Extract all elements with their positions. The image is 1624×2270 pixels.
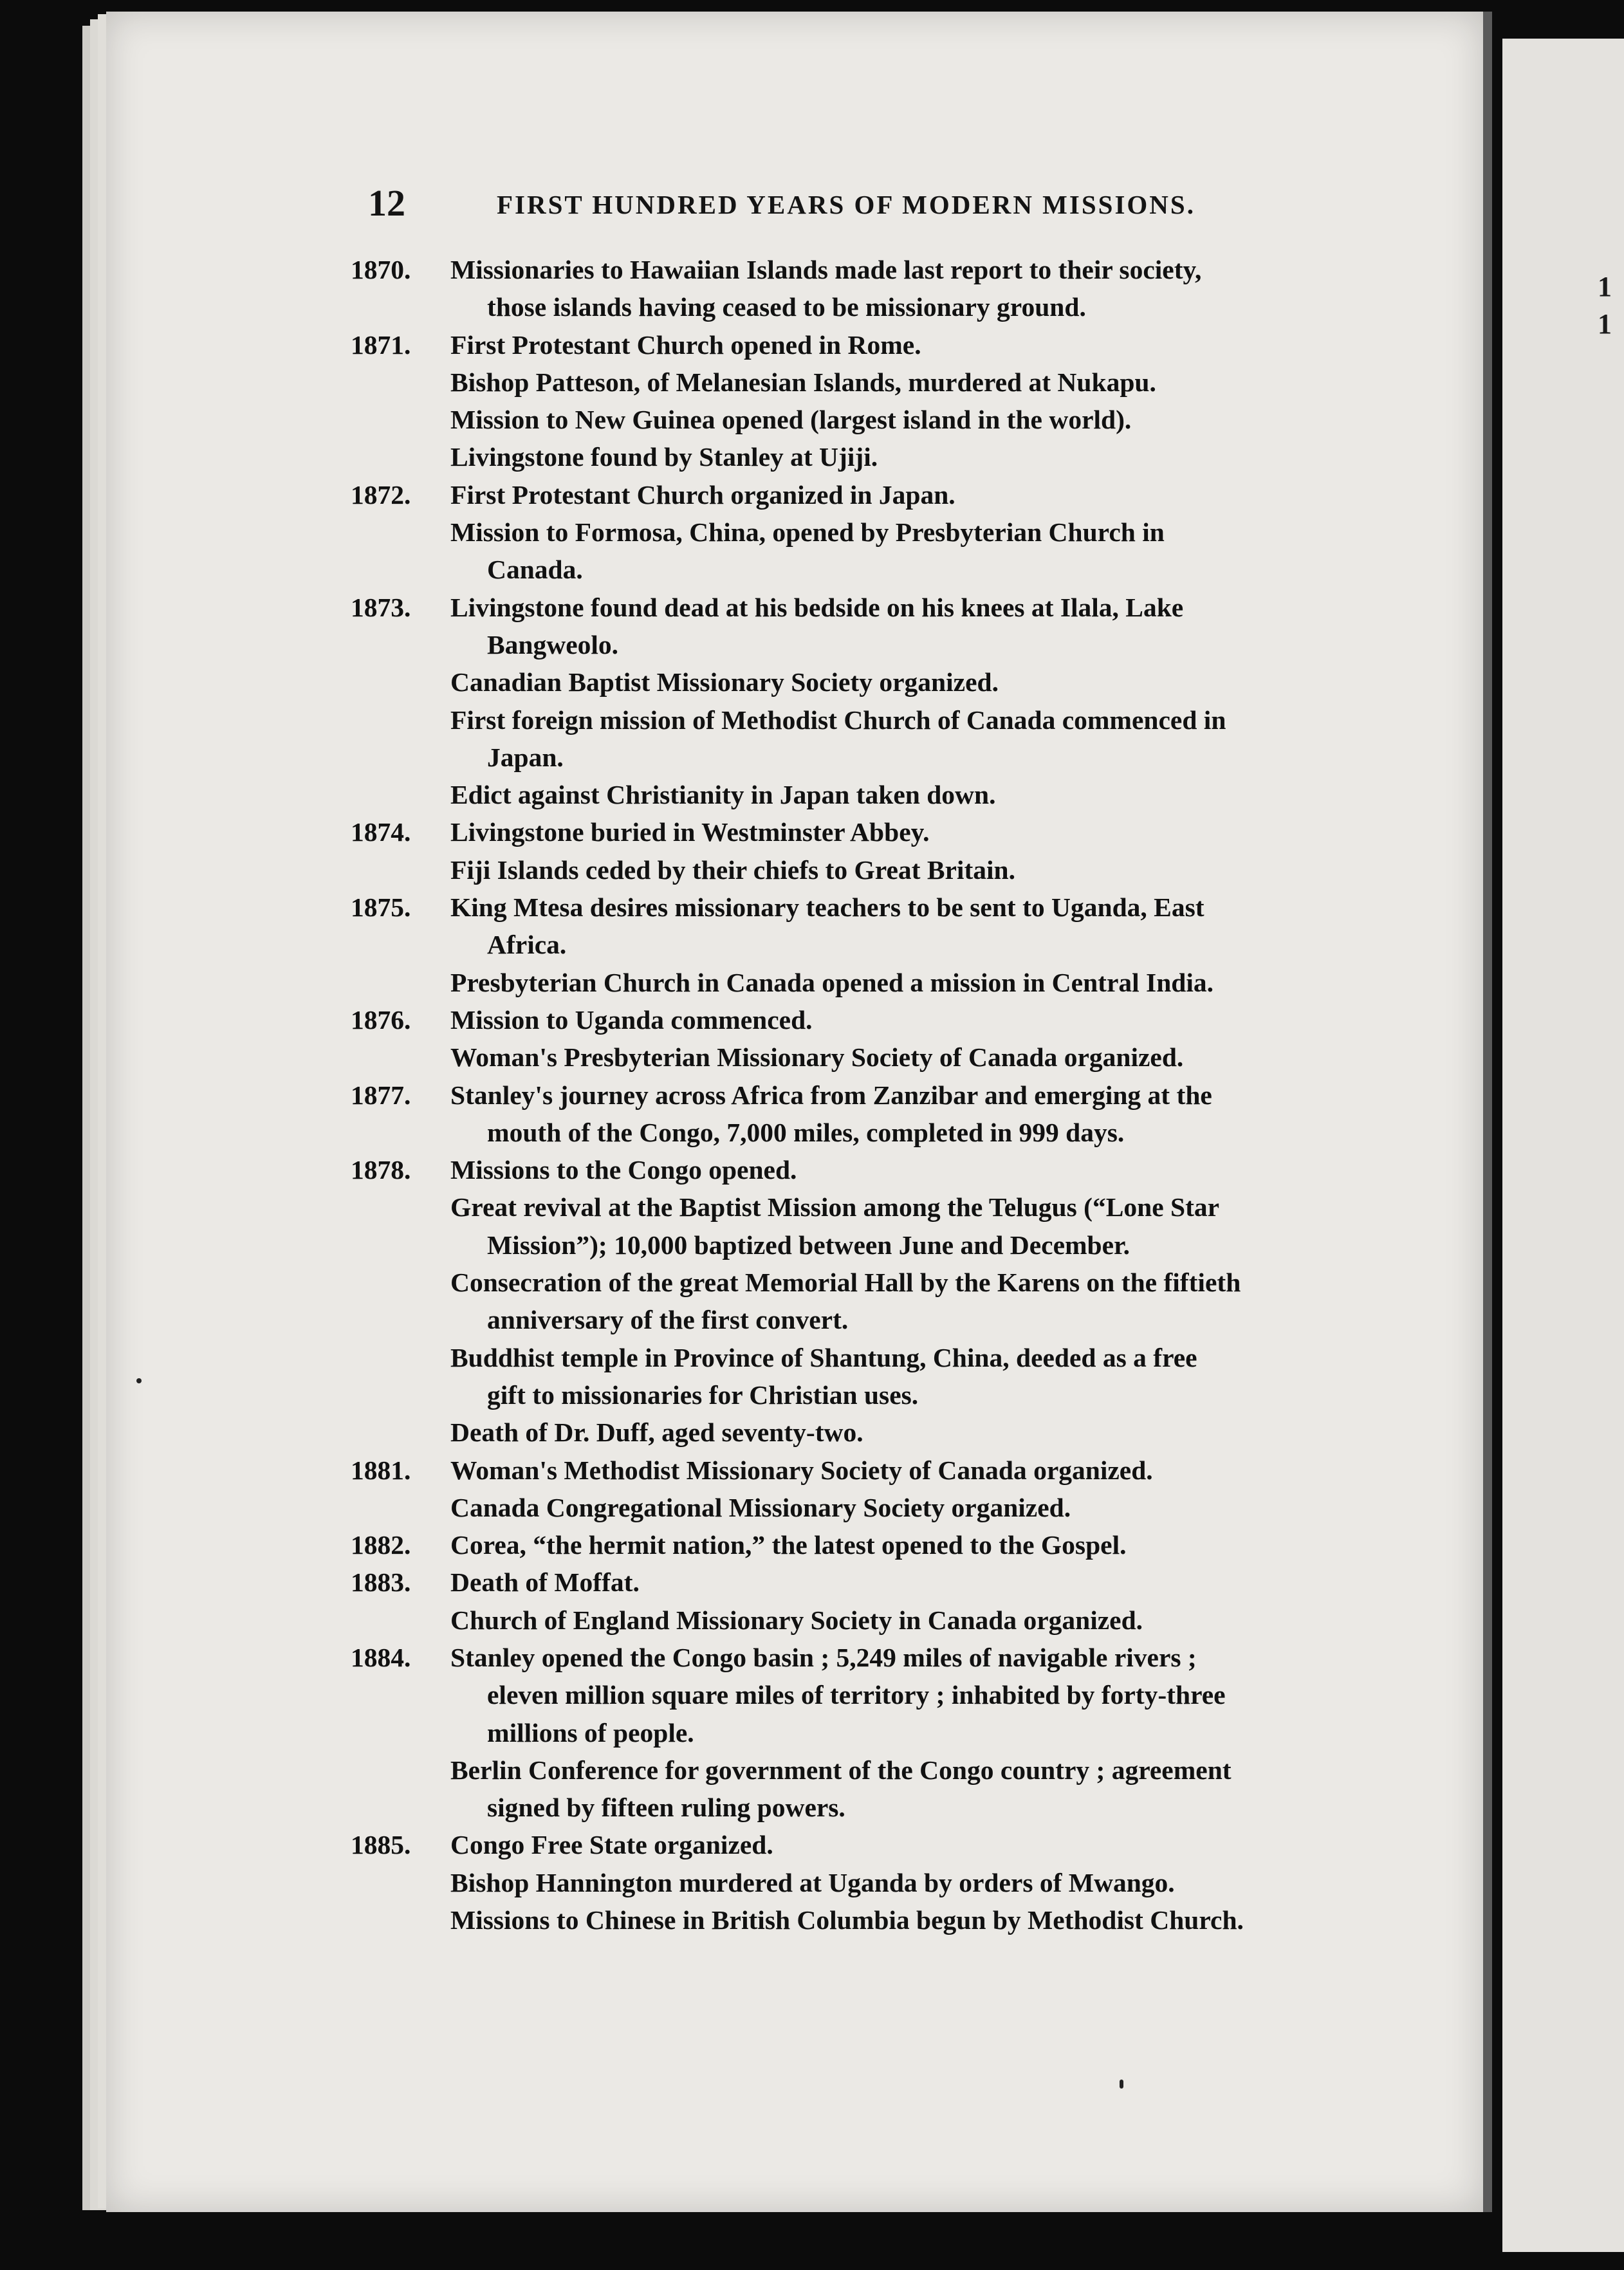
entry-line: Canadian Baptist Missionary Society organized. [450,667,999,697]
entry-text [450,1076,1380,1152]
entry-text [450,1864,1380,1901]
chronology-entry [351,1639,1380,1751]
entry-year: 1870. [351,255,411,284]
next-page-fragment: 1 [1598,271,1612,302]
next-page-fragment: 1 [1598,308,1612,340]
entry-line: Africa. [487,930,567,960]
entry-line: Livingstone found by Stanley at Ujiji. [450,442,878,472]
entry-line: Berlin Conference for government of the Congo country ; agreement [450,1755,1232,1785]
entry-text [450,1489,1380,1526]
entry-line: Stanley opened the Congo basin ; 5,249 miles of navigable rivers ; [450,1642,1197,1672]
ink-speck [1120,2080,1123,2089]
chronology-entry [351,663,1380,701]
entry-line: Canada. [487,555,583,585]
entry-year: 1872. [351,479,411,510]
entry-text [450,589,1380,664]
chronology-entry [351,476,1380,513]
entry-text [450,476,1380,513]
entry-line: Mission to Formosa, China, opened by Presbyterian Church in [450,517,1165,548]
entry-text [450,438,1380,475]
entry-line: millions of people. [487,1717,694,1748]
chronology-entry [351,1826,1380,1863]
entry-line: Woman's Presbyterian Missionary Society of Canada organized. [450,1042,1184,1073]
chronology-entry [351,776,1380,813]
chronology-list [351,251,1380,1939]
entry-line: Livingstone buried in Westminster Abbey. [450,817,930,847]
entry-text [450,889,1380,964]
chronology-entry [351,1864,1380,1901]
entry-line: Bishop Patteson, of Melanesian Islands, murdered at Nukapu. [450,367,1156,397]
entry-line: First Protestant Church organized in Japan. [450,479,955,510]
entry-text [450,1601,1380,1639]
entry-text [450,813,1380,851]
chronology-entry [351,964,1380,1001]
entry-line: anniversary of the first convert. [487,1305,849,1335]
chronology-entry [351,251,1380,326]
entry-text [450,1526,1380,1564]
entry-line: those islands having ceased to be missionary ground. [487,292,1086,322]
chronology-entry [351,401,1380,438]
entry-line: First foreign mission of Methodist Church of Canada commenced in [450,705,1226,735]
entry-line: Great revival at the Baptist Mission among the Telugus (“Lone Star [450,1192,1220,1223]
chronology-entry [351,1151,1380,1188]
entry-year: 1874. [351,817,411,847]
entry-line: signed by fifteen ruling powers. [487,1793,845,1823]
chronology-entry [351,889,1380,964]
chronology-entry [351,1414,1380,1451]
entry-line: Livingstone found dead at his bedside on his knees at Ilala, Lake [450,592,1184,622]
entry-text [450,1564,1380,1601]
entry-line: Missions to Chinese in British Columbia begun by Methodist Church. [450,1905,1244,1935]
chronology-entry [351,851,1380,889]
entry-line: Missions to the Congo opened. [450,1155,797,1185]
entry-text [450,1452,1380,1489]
entry-text [450,964,1380,1001]
entry-text [450,663,1380,701]
entry-text [450,776,1380,813]
entry-year: 1871. [351,329,411,360]
entry-line: Bangweolo. [487,629,619,660]
entry-line: Mission”); 10,000 baptized between June and December. [487,1230,1130,1260]
entry-year: 1876. [351,1004,411,1035]
entry-text [450,1264,1380,1339]
entry-text [450,401,1380,438]
entry-text [450,1639,1380,1751]
entry-line: Canada Congregational Missionary Society organized. [450,1492,1071,1522]
entry-line: King Mtesa desires missionary teachers to be sent to Uganda, East [450,892,1204,923]
entry-year: 1883. [351,1567,411,1598]
entry-text [450,1901,1380,1939]
entry-year: 1882. [351,1530,411,1560]
entry-line: Buddhist temple in Province of Shantung, China, deeded as a free [450,1342,1197,1372]
entry-line: First Protestant Church opened in Rome. [450,329,921,360]
entry-line: Death of Moffat. [450,1567,640,1598]
running-header [368,182,1243,225]
entry-line: Congo Free State organized. [450,1830,773,1860]
entry-line: eleven million square miles of territory ; inhabited by forty-three [487,1680,1226,1710]
entry-year: 1875. [351,892,411,923]
entry-line: Church of England Missionary Society in Canada organized. [450,1605,1143,1635]
entry-line: Woman's Methodist Missionary Society of Canada organized. [450,1455,1153,1485]
entry-line: Consecration of the great Memorial Hall by the Karens on the fiftieth [450,1268,1241,1298]
entry-line: Edict against Christianity in Japan taken down. [450,780,996,810]
chronology-entry [351,1264,1380,1339]
entry-text [450,251,1380,326]
entry-text [450,364,1380,401]
entry-text [450,326,1380,364]
chronology-entry [351,1188,1380,1264]
entry-text [450,701,1380,777]
chronology-entry [351,1001,1380,1038]
chronology-entry [351,1601,1380,1639]
entry-line: Presbyterian Church in Canada opened a mission in Central India. [450,967,1214,997]
chronology-entry [351,326,1380,364]
entry-year: 1884. [351,1642,411,1672]
entry-text [450,1826,1380,1863]
entry-year: 1881. [351,1455,411,1485]
running-title: FIRST HUNDRED YEARS OF MODERN MISSIONS. [497,190,1195,219]
next-page-sliver [1502,39,1624,2252]
entry-line: Japan. [487,742,564,772]
chronology-entry [351,1038,1380,1076]
entry-line: Stanley's journey across Africa from Zanzibar and emerging at the [450,1080,1212,1110]
entry-text [450,1339,1380,1414]
entry-line: Bishop Hannington murdered at Uganda by orders of Mwango. [450,1867,1175,1897]
page-number: 12 [368,182,405,224]
entry-text [450,1414,1380,1451]
chronology-entry [351,1564,1380,1601]
entry-text [450,851,1380,889]
chronology-entry [351,813,1380,851]
entry-line: gift to missionaries for Christian uses. [487,1380,919,1410]
entry-text [450,1038,1380,1076]
chronology-entry [351,1076,1380,1152]
chronology-entry [351,701,1380,777]
chronology-entry [351,1526,1380,1564]
chronology-entry [351,1901,1380,1939]
entry-line: Fiji Islands ceded by their chiefs to Great Britain. [450,854,1016,885]
chronology-entry [351,513,1380,589]
chronology-entry [351,1489,1380,1526]
entry-line: Mission to Uganda commenced. [450,1004,813,1035]
entry-line: Death of Dr. Duff, aged seventy-two. [450,1417,863,1448]
entry-year: 1885. [351,1830,411,1860]
chronology-entry [351,1452,1380,1489]
entry-year: 1877. [351,1080,411,1110]
entry-year: 1873. [351,592,411,622]
chronology-entry [351,1339,1380,1414]
ink-speck [136,1378,142,1383]
entry-line: Mission to New Guinea opened (largest island in the world). [450,405,1132,435]
chronology-entry [351,438,1380,475]
entry-text [450,1151,1380,1188]
chronology-entry [351,1751,1380,1827]
entry-line: Missionaries to Hawaiian Islands made last report to their society, [450,255,1202,284]
entry-year: 1878. [351,1155,411,1185]
entry-text [450,1188,1380,1264]
entry-line: mouth of the Congo, 7,000 miles, completed in 999 days. [487,1117,1125,1147]
entry-text [450,513,1380,589]
entry-line: Corea, “the hermit nation,” the latest opened to the Gospel. [450,1530,1127,1560]
entry-text [450,1001,1380,1038]
chronology-entry [351,364,1380,401]
chronology-entry [351,589,1380,664]
entry-text [450,1751,1380,1827]
